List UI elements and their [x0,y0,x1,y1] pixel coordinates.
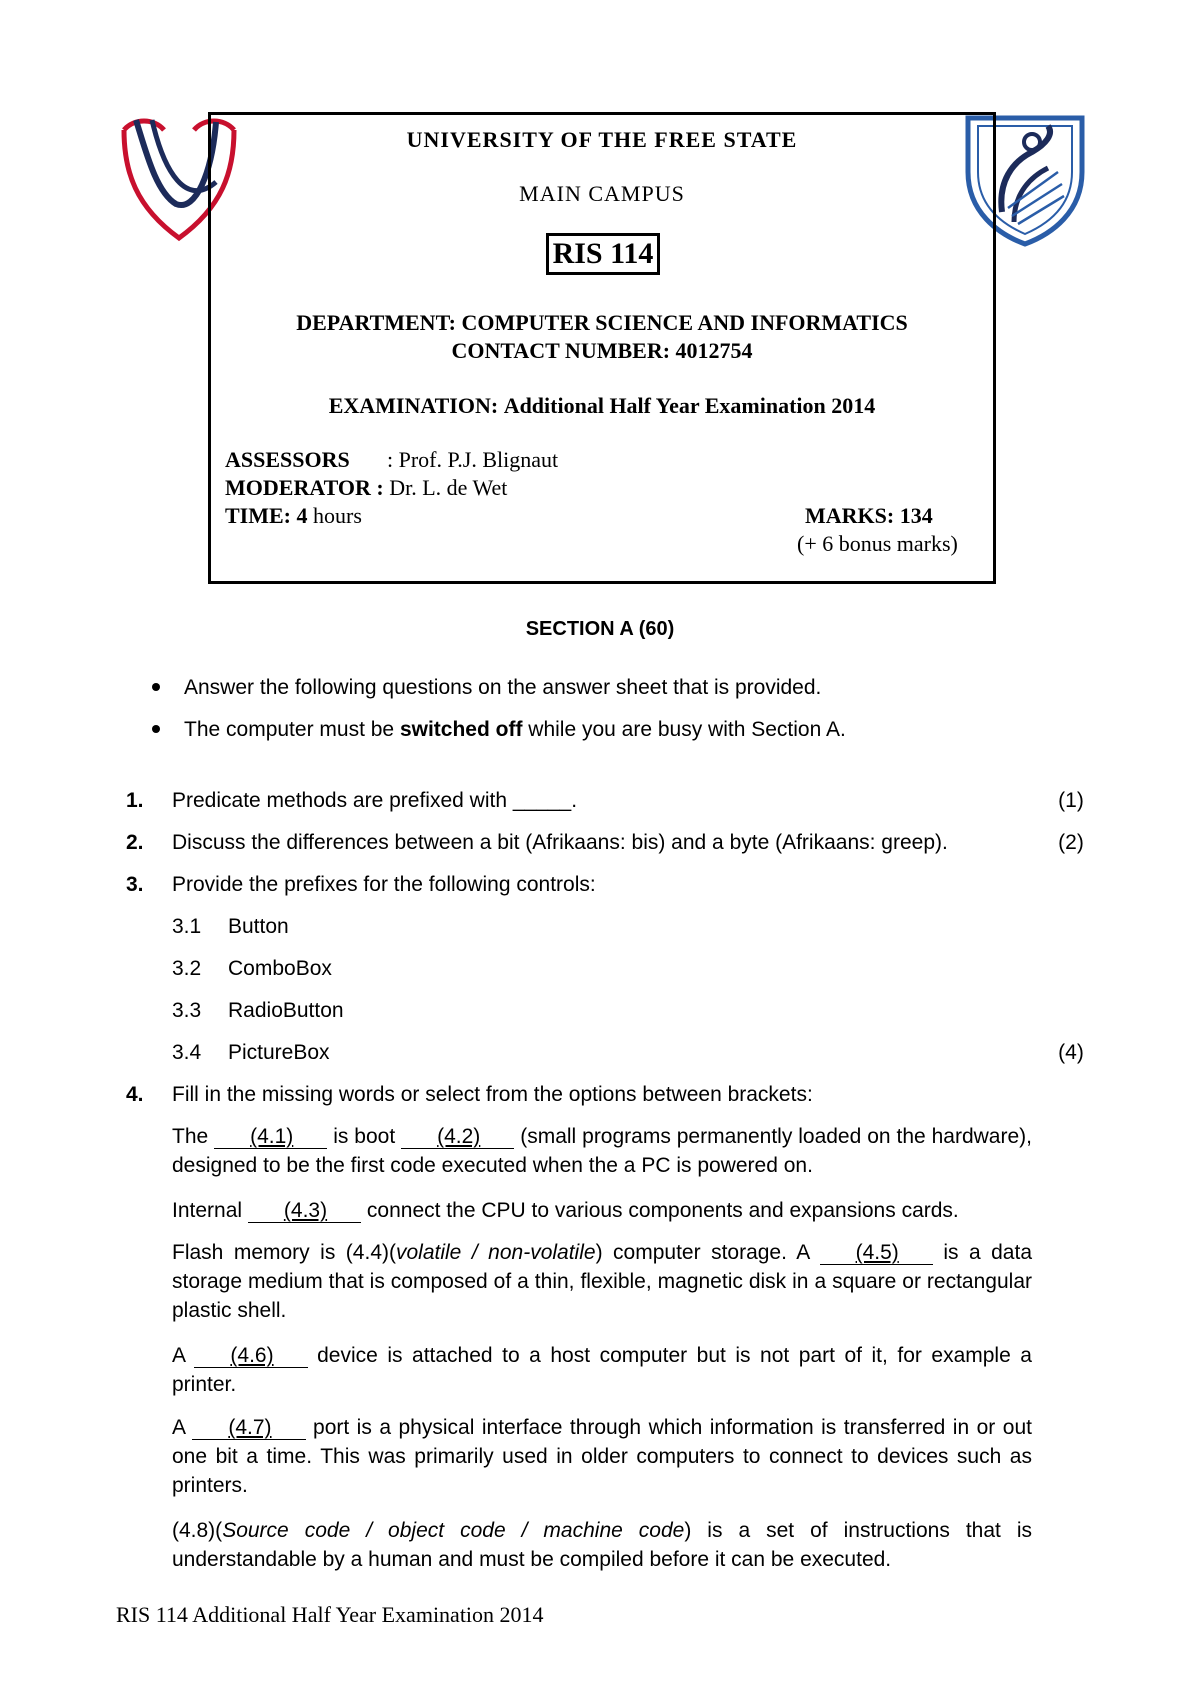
instruction-bullet-2 [152,718,846,742]
blank-4-2: (4.2) [401,1126,514,1149]
question-3-3-number: 3.3 [172,999,202,1022]
question-3-1-number: 3.1 [172,915,202,938]
p6-start: (4.8)( [172,1519,223,1542]
question-3-text: Provide the prefixes for the following controls: [172,873,596,896]
question-3-1-text: Button [228,915,289,938]
p4-start: A [172,1344,185,1367]
instruction-2-post: while you are busy with Section A. [522,718,846,741]
question-4-paragraph-6 [172,1516,1032,1574]
question-3-4-text: PictureBox [228,1041,330,1064]
campus-name: MAIN CAMPUS [519,181,685,206]
instruction-1-text: Answer the following questions on the answer sheet that is provided. [184,676,822,699]
blank-4-7: (4.7) [192,1417,305,1440]
p2-start: Internal [172,1199,243,1222]
section-title: SECTION A (60) [525,618,675,640]
page-footer: RIS 114 Additional Half Year Examination 2014 [116,1602,544,1627]
moderator-row [225,475,507,501]
time-unit: hours [313,503,362,528]
p4-end: device is attached to a host computer but is not part of it, for example a printer. [172,1344,1032,1396]
department: DEPARTMENT: COMPUTER SCIENCE AND INFORMATICS [296,310,908,335]
assessors-row [225,447,558,473]
examination-value: Additional Half Year Examination 2014 [503,393,876,418]
marks-total: MARKS: 134 [805,503,933,528]
instruction-2-bold: switched off [399,718,523,741]
p1-end: (small programs permanently loaded on the hardware), designed to be the first code executed when the a PC is powered on. [172,1125,1032,1177]
p3-options: volatile / non-volatile [395,1241,596,1264]
question-3-3-text: RadioButton [228,999,344,1022]
question-2-text: Discuss the differences between a bit (Afrikaans: bis) and a byte (Afrikaans: greep). [172,831,948,854]
university-name: UNIVERSITY OF THE FREE STATE [406,127,798,152]
examination-label: EXAMINATION: [328,393,499,418]
question-3-mark: (4) [1058,1041,1084,1064]
blank-4-1: (4.1) [214,1126,327,1149]
p3-end: is a data storage medium that is composed of a thin, flexible, magnetic disk in a square or rectangular plastic shell. [172,1241,1033,1322]
exam-header-box [208,112,996,584]
assessors-label: ASSESSORS [225,447,350,472]
question-3-4-number: 3.4 [172,1041,202,1064]
p1-middle: is boot [333,1125,396,1148]
time-hours: 4 [296,503,308,528]
question-1-text: Predicate methods are prefixed with _____. [172,789,578,812]
question-4-paragraph-1 [172,1122,1032,1180]
blank-4-6: (4.6) [194,1345,307,1368]
p6-end: ) is a set of instructions that is understandable by a human and must be compiled before it can be executed. [172,1519,1033,1571]
question-4-paragraph-3 [172,1238,1032,1325]
p5-start: A [172,1416,185,1439]
question-2-mark: (2) [1058,831,1084,854]
p3-start: Flash memory is (4.4)( [172,1241,396,1264]
question-3-2-number: 3.2 [172,957,202,980]
moderator-value: Dr. L. de Wet [389,475,508,500]
question-4-paragraph-5 [172,1413,1032,1500]
question-3-number: 3. [126,873,144,896]
question-4-number: 4. [126,1083,144,1106]
p1-start: The [172,1125,209,1148]
question-2-number: 2. [126,831,144,854]
bullet-dot [152,683,160,691]
question-3-2-text: ComboBox [228,957,332,980]
bonus-marks: (+ 6 bonus marks) [797,531,958,556]
moderator-label: MODERATOR : [225,475,384,500]
module-code: RIS 114 [546,233,660,275]
bullet-dot [152,725,160,733]
instruction-bullet-1 [152,676,821,700]
time-label: TIME: [225,503,291,528]
instruction-2-pre: The computer must be [184,718,400,741]
question-1-mark: (1) [1058,789,1084,812]
examination-line [211,393,993,419]
assessors-value: : Prof. P.J. Blignaut [387,447,559,472]
question-4-paragraph-2 [172,1196,1032,1225]
p5-end: port is a physical interface through which information is transferred in or out one bit a time. This was primarily used in older computers to connect to devices such as printers. [172,1416,1032,1497]
question-4-paragraph-4 [172,1341,1032,1399]
p2-end: connect the CPU to various components and expansions cards. [366,1199,959,1222]
question-4-text: Fill in the missing words or select from the options between brackets: [172,1083,813,1106]
blank-4-5: (4.5) [820,1242,933,1265]
contact-number: CONTACT NUMBER: 4012754 [451,338,753,363]
time-row [225,503,362,529]
blank-4-3: (4.3) [248,1200,361,1223]
p6-options: Source code / object code / machine code [222,1519,685,1542]
question-1-number: 1. [126,789,144,812]
p3-middle: ) computer storage. A [595,1241,810,1264]
